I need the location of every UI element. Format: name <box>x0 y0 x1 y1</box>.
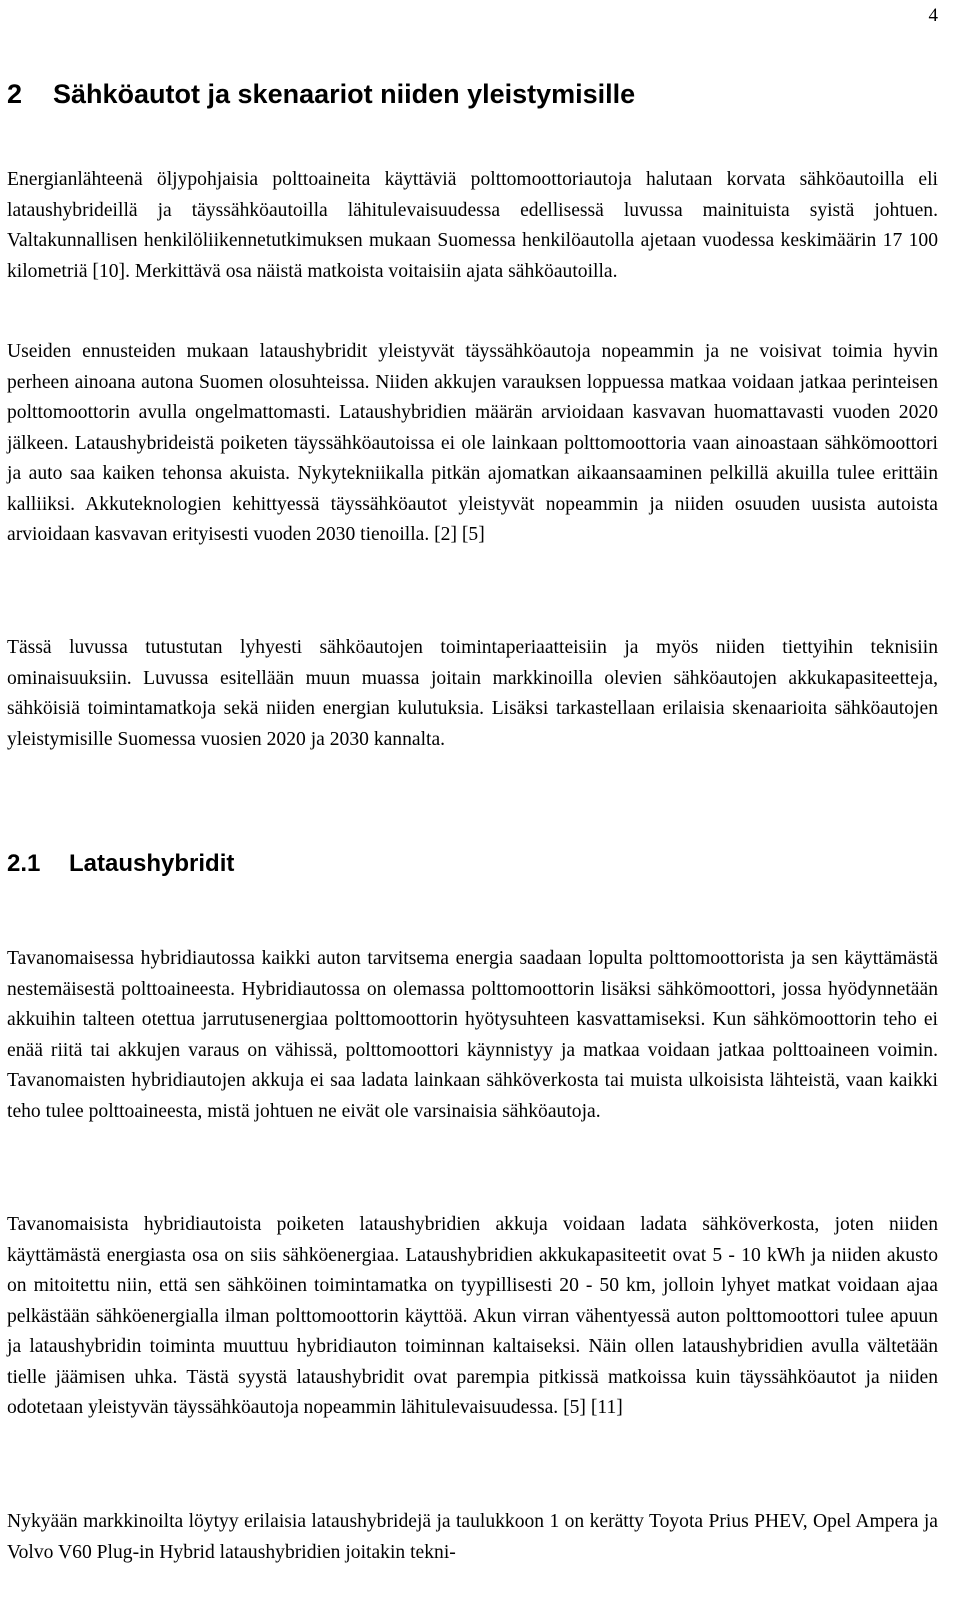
section-heading <box>7 76 635 112</box>
subsection-number: 2.1 <box>7 850 41 877</box>
paragraph-plugin-hybrids: Tavanomaisista hybridiautoista poiketen lataushybridien akkuja voidaan ladata sähköverkosta, joten niiden käyttämästä energiasta osa on siis sähköenergiaa. Lataushybridien akkukapasiteetit ovat 5 - 10 kWh ja niiden akusto on mitoitettu niin, että sen sähköinen toimintamatka on tyypillisesti 20 - 50 km, jolloin lyhyet matkat voidaan ajaa pelkästään sähköenergialla ilman polttomoottorin käyttöä. Akun virran vähentyessä auton polttomoottori tulee apuun ja lataushybridin toiminta muuttuu hybridiauton toiminnan kaltaiseksi. Näin ollen lataushybridien avulla vältetään tielle jäämisen uhka. Tästä syystä lataushybridit ovat parempia pitkissä matkoissa kuin täyssähköautot ja niiden odotetaan yleistyvän täyssähköautoja nopeammin lähitulevaisuudessa. [5] [11] <box>7 1214 938 1418</box>
section-title-text: Sähköautot ja skenaariot niiden yleistymisille <box>53 79 636 109</box>
paragraph-intro: Energianlähteenä öljypohjaisia polttoaineita käyttäviä polttomoottoriautoja halutaan korvata sähköautoilla eli lataushybrideillä ja täyssähköautoilla lähitulevaisuudessa edellisessä luvussa mainituista syistä johtuen. Valtakunnallisen henkilöliikennetutkimuksen mukaan Suomessa henkilöautolla ajetaan vuodessa keskimäärin 17 100 kilometriä [10]. Merkittävä osa näistä matkoista voitaisiin ajata sähköautoilla. <box>7 169 938 282</box>
section-number: 2 <box>7 79 23 109</box>
paragraph-chapter-overview: Tässä luvussa tutustutan lyhyesti sähköautojen toimintaperiaatteisiin ja myös niiden tiettyihin teknisiin ominaisuuksiin. Luvussa esitellään muun muassa joitain markkinoilla olevien sähköautojen akkukapasiteetteja, sähköisiä toimintamatkoja sekä niiden energian kulutuksia. Lisäksi tarkastellaan erilaisia skenaarioita sähköautojen yleistymisille Suomessa vuosien 2020 ja 2030 kannalta. <box>7 637 938 750</box>
subsection-heading <box>7 848 234 880</box>
paragraph-market-models: Nykyään markkinoilta löytyy erilaisia lataushybridejä ja taulukkoon 1 on kerätty Toyota Prius PHEV, Opel Ampera ja Volvo V60 Plug-in Hybrid lataushybridien joitakin tekni- <box>7 1511 938 1563</box>
paragraph-hybrid-cars: Tavanomaisessa hybridiautossa kaikki auton tarvitsema energia saadaan lopulta polttomoottorista ja sen käyttämästä nestemäisestä polttoaineesta. Hybridiautossa on olemassa polttomoottorin lisäksi sähkömoottori, jossa hyödynnetään akkuihin talteen otettua jarrutusenergiaa polttomoottorin hyötysuhteen kasvattamiseksi. Kun sähkömoottorin teho ei enää riitä tai akkujen varaus on vähissä, polttomoottori käynnistyy ja matkaa voidaan jatkaa polttoaineen voimin. Tavanomaisten hybridiautojen akkuja ei saa ladata lainkaan sähköverkosta tai muista ulkoisista lähteistä, vaan kaikki teho tulee polttoaineesta, mistä johtuen ne eivät ole varsinaisia sähköautoja. <box>7 948 938 1122</box>
paragraph-forecasts: Useiden ennusteiden mukaan lataushybridit yleistyvät täyssähköautoja nopeammin ja ne voisivat toimia hyvin perheen ainoana autona Suomen olosuhteissa. Niiden akkujen varauksen loppuessa matkaa voidaan jatkaa perinteisen polttomoottorin avulla ongelmattomasti. Lataushybridien määrän arvioidaan kasvavan huomattavasti vuoden 2020 jälkeen. Lataushybrideistä poiketen täyssähköautoissa ei ole lainkaan polttomoottoria vaan ainoastaan sähkömoottori ja auto saa kaiken tehonsa akuista. Nykytekniikalla pitkän ajomatkan aikaansaaminen pelkillä akuilla tulee erittäin kalliiksi. Akkuteknologien kehittyessä täyssähköautot yleistyvät nopeammin ja niiden osuuden uusista autoista arvioidaan kasvavan erityisesti vuoden 2030 tienoilla. [2] [5] <box>7 341 938 545</box>
subsection-title-text: Lataushybridit <box>69 850 235 877</box>
page-number: 4 <box>928 5 938 26</box>
